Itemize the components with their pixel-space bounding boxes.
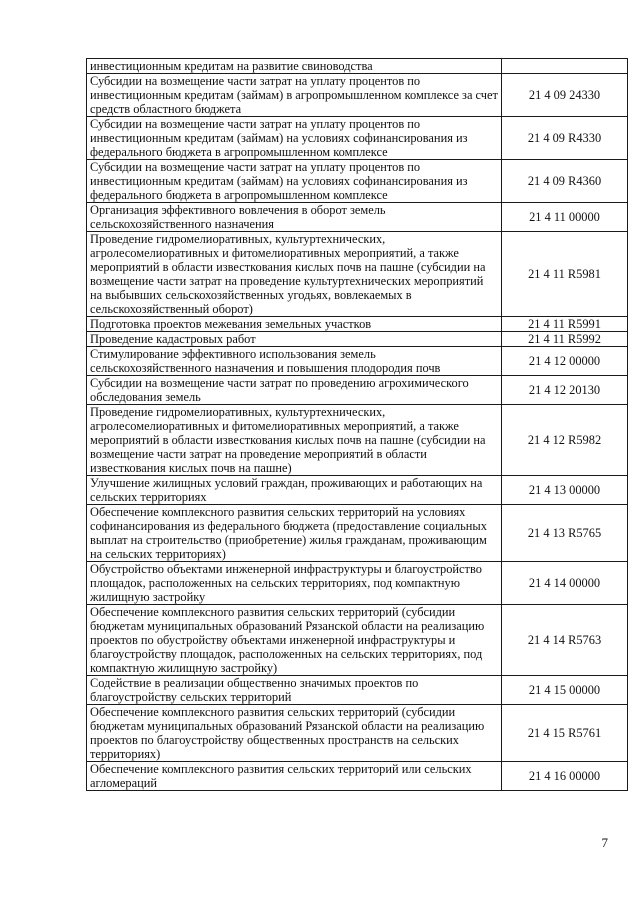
row-name: Обустройство объектами инженерной инфраструктуры и благоустройство площадок, расположенных на сельских территориях, под компактную жилищную застройку	[87, 562, 502, 605]
row-code: 21 4 11 R5992	[502, 332, 628, 347]
row-code: 21 4 11 00000	[502, 203, 628, 232]
table-row	[87, 605, 628, 676]
page-number: 7	[601, 835, 608, 850]
row-code	[502, 59, 628, 74]
table-row	[87, 562, 628, 605]
row-name: Субсидии на возмещение части затрат на уплату процентов по инвестиционным кредитам (займам) на условиях софинансирования из федерального бюджета в агропромышленном комплексе	[87, 160, 502, 203]
table-body	[87, 59, 628, 791]
table-row	[87, 476, 628, 505]
row-code: 21 4 12 20130	[502, 376, 628, 405]
row-code: 21 4 12 00000	[502, 347, 628, 376]
table-row	[87, 347, 628, 376]
row-name: Улучшение жилищных условий граждан, проживающих и работающих на сельских территориях	[87, 476, 502, 505]
row-code: 21 4 09 24330	[502, 74, 628, 117]
row-name: Обеспечение комплексного развития сельских территорий (субсидии бюджетам муниципальных образований Рязанской области на реализацию проектов по благоустройству общественных пространств на сельских территориях)	[87, 705, 502, 762]
row-name: Содействие в реализации общественно значимых проектов по благоустройству сельских территорий	[87, 676, 502, 705]
row-name: Стимулирование эффективного использования земель сельскохозяйственного назначения и повышения плодородия почв	[87, 347, 502, 376]
document-page	[86, 58, 627, 791]
table-row	[87, 332, 628, 347]
row-code: 21 4 13 00000	[502, 476, 628, 505]
table-row	[87, 203, 628, 232]
table-row	[87, 405, 628, 476]
row-code: 21 4 15 00000	[502, 676, 628, 705]
row-code: 21 4 16 00000	[502, 762, 628, 791]
row-name: Обеспечение комплексного развития сельских территорий на условиях софинансирования из федерального бюджета (предоставление социальных выплат на строительство (приобретение) жилья гражданам, проживающим на сельских территориях)	[87, 505, 502, 562]
budget-code-table	[86, 58, 628, 791]
row-name: Организация эффективного вовлечения в оборот земель сельскохозяйственного назначения	[87, 203, 502, 232]
table-row	[87, 59, 628, 74]
row-code: 21 4 13 R5765	[502, 505, 628, 562]
table-row	[87, 676, 628, 705]
row-name: Проведение гидромелиоративных, культуртехнических, агролесомелиоративных и фитомелиоративных мероприятий, а также мероприятий в области известкования кислых почв на пашне (субсидии на возмещение части затрат на проведение мероприятий в области известкования кислых почв на пашне)	[87, 405, 502, 476]
row-code: 21 4 15 R5761	[502, 705, 628, 762]
row-name: Субсидии на возмещение части затрат по проведению агрохимического обследования земель	[87, 376, 502, 405]
row-name: Подготовка проектов межевания земельных участков	[87, 317, 502, 332]
table-row	[87, 505, 628, 562]
row-name: Проведение кадастровых работ	[87, 332, 502, 347]
table-row	[87, 705, 628, 762]
table-row	[87, 376, 628, 405]
row-code: 21 4 14 R5763	[502, 605, 628, 676]
row-code: 21 4 09 R4330	[502, 117, 628, 160]
row-code: 21 4 09 R4360	[502, 160, 628, 203]
row-code: 21 4 11 R5981	[502, 232, 628, 317]
table-row	[87, 232, 628, 317]
row-name: Обеспечение комплексного развития сельских территорий (субсидии бюджетам муниципальных образований Рязанской области на реализацию проектов по обустройству объектами инженерной инфраструктуры и благоустройству площадок, расположенных на сельских территориях, под компактную жилищную застройку)	[87, 605, 502, 676]
table-row	[87, 74, 628, 117]
table-row	[87, 317, 628, 332]
row-code: 21 4 12 R5982	[502, 405, 628, 476]
row-code: 21 4 14 00000	[502, 562, 628, 605]
table-row	[87, 762, 628, 791]
row-name: Субсидии на возмещение части затрат на уплату процентов по инвестиционным кредитам (займам) на условиях софинансирования из федерального бюджета в агропромышленном комплексе	[87, 117, 502, 160]
row-name: инвестиционным кредитам на развитие свиноводства	[87, 59, 502, 74]
row-code: 21 4 11 R5991	[502, 317, 628, 332]
row-name: Обеспечение комплексного развития сельских территорий или сельских агломераций	[87, 762, 502, 791]
row-name: Субсидии на возмещение части затрат на уплату процентов по инвестиционным кредитам (займам) в агропромышленном комплексе за счет средств областного бюджета	[87, 74, 502, 117]
table-row	[87, 160, 628, 203]
table-row	[87, 117, 628, 160]
row-name: Проведение гидромелиоративных, культуртехнических, агролесомелиоративных и фитомелиоративных мероприятий, а также мероприятий в области известкования кислых почв на пашне (субсидии на возмещение части затрат на проведение культуртехнических мероприятий на выбывших сельскохозяйственных угодьях, вовлекаемых в сельскохозяйственный оборот)	[87, 232, 502, 317]
